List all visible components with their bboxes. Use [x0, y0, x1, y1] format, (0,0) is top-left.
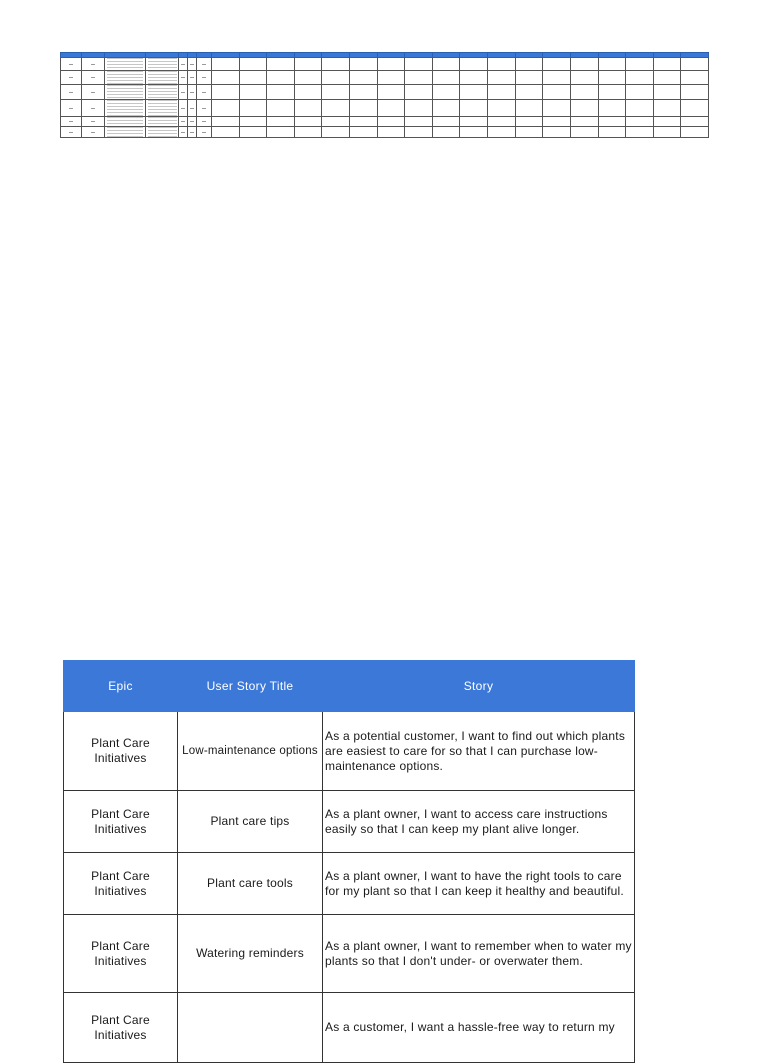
title-cell: Plant care tips — [178, 791, 323, 853]
epic-cell: Plant Care Initiatives — [64, 993, 178, 1063]
table-row — [64, 915, 635, 993]
header-epic: Epic — [64, 661, 178, 712]
title-cell: Plant care tools — [178, 853, 323, 915]
title-cell — [178, 993, 323, 1063]
thumbnail-row — [61, 117, 709, 127]
title-cell: Low-maintenance options — [178, 712, 323, 791]
thumbnail-row — [61, 71, 709, 85]
epic-cell: Plant Care Initiatives — [64, 853, 178, 915]
thumbnail-row — [61, 127, 709, 138]
epic-cell: Plant Care Initiatives — [64, 712, 178, 791]
story-cell: As a plant owner, I want to access care instructions easily so that I can keep my plant alive longer. — [323, 791, 635, 853]
thumbnail-row — [61, 85, 709, 100]
story-cell: As a plant owner, I want to have the right tools to care for my plant so that I can keep it healthy and beautiful. — [323, 853, 635, 915]
epic-cell: Plant Care Initiatives — [64, 915, 178, 993]
header-user-story-title: User Story Title — [178, 661, 323, 712]
table-row — [64, 791, 635, 853]
table-row — [64, 993, 635, 1063]
header-story: Story — [323, 661, 635, 712]
thumbnail-row — [61, 100, 709, 117]
story-cell: As a plant owner, I want to remember when to water my plants so that I don't under- or overwater them. — [323, 915, 635, 993]
thumbnail-row — [61, 58, 709, 71]
epic-cell: Plant Care Initiatives — [64, 791, 178, 853]
story-cell: As a potential customer, I want to find out which plants are easiest to care for so that I can purchase low-maintenance options. — [323, 712, 635, 791]
title-cell: Watering reminders — [178, 915, 323, 993]
table-header-row — [64, 661, 635, 712]
spreadsheet-thumbnail — [60, 52, 709, 138]
story-cell: As a customer, I want a hassle-free way to return my — [323, 993, 635, 1063]
table-row — [64, 712, 635, 791]
user-stories-table — [63, 660, 635, 1063]
table-row — [64, 853, 635, 915]
